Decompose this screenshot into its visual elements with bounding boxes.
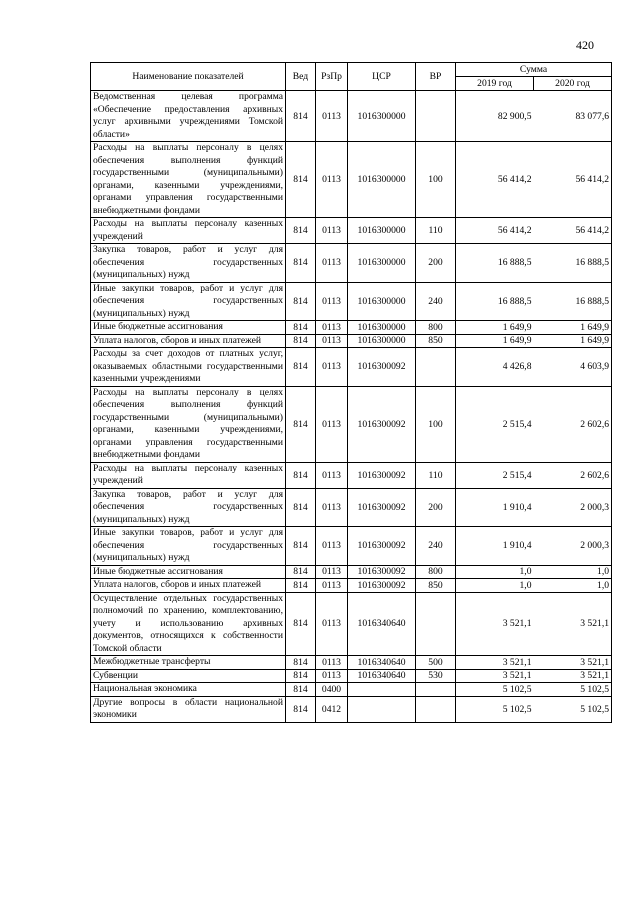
cell-rzpr: 0113	[316, 244, 348, 283]
cell-s2019: 82 900,5	[456, 91, 534, 142]
header-name: Наименование показателей	[91, 63, 286, 91]
cell-s2019: 1,0	[456, 565, 534, 579]
table-row	[91, 565, 612, 579]
cell-vr	[416, 592, 456, 656]
table-row	[91, 282, 612, 321]
header-rzpr: РзПр	[316, 63, 348, 91]
header-2020: 2020 год	[534, 77, 612, 91]
table-row	[91, 462, 612, 488]
cell-name: Закупка товаров, работ и услуг для обеспечения государственных (муниципальных) нужд	[91, 244, 286, 283]
cell-csr	[348, 683, 416, 697]
cell-ved: 814	[286, 683, 316, 697]
cell-s2020: 2 000,3	[534, 488, 612, 527]
cell-name: Ведомственная целевая программа «Обеспечение предоставления архивных услуг архивными учреждениями Томской области»	[91, 91, 286, 142]
cell-vr	[416, 683, 456, 697]
header-sum: Сумма	[456, 63, 612, 77]
cell-vr: 100	[416, 386, 456, 462]
cell-s2019: 3 521,1	[456, 656, 534, 670]
cell-s2020: 5 102,5	[534, 683, 612, 697]
cell-s2020: 5 102,5	[534, 696, 612, 722]
cell-s2019: 3 521,1	[456, 669, 534, 683]
cell-name: Другие вопросы в области национальной экономики	[91, 696, 286, 722]
cell-vr: 240	[416, 527, 456, 566]
table-row	[91, 656, 612, 670]
cell-name: Расходы за счет доходов от платных услуг, оказываемых областными государственными казенными учреждениями	[91, 348, 286, 387]
cell-s2020: 1 649,9	[534, 321, 612, 335]
table-row	[91, 683, 612, 697]
cell-ved: 814	[286, 348, 316, 387]
cell-rzpr: 0412	[316, 696, 348, 722]
cell-ved: 814	[286, 592, 316, 656]
cell-s2019: 5 102,5	[456, 696, 534, 722]
budget-table	[90, 62, 612, 723]
cell-rzpr: 0113	[316, 142, 348, 218]
cell-s2020: 16 888,5	[534, 244, 612, 283]
cell-ved: 814	[286, 282, 316, 321]
cell-csr: 1016300092	[348, 462, 416, 488]
cell-s2019: 5 102,5	[456, 683, 534, 697]
cell-csr: 1016300092	[348, 527, 416, 566]
cell-vr: 850	[416, 334, 456, 348]
cell-ved: 814	[286, 321, 316, 335]
cell-vr: 850	[416, 579, 456, 593]
cell-ved: 814	[286, 527, 316, 566]
cell-rzpr: 0113	[316, 592, 348, 656]
cell-s2019: 1 910,4	[456, 527, 534, 566]
cell-s2019: 4 426,8	[456, 348, 534, 387]
cell-s2020: 1 649,9	[534, 334, 612, 348]
cell-rzpr: 0113	[316, 488, 348, 527]
table-row	[91, 91, 612, 142]
cell-ved: 814	[286, 91, 316, 142]
cell-rzpr: 0113	[316, 669, 348, 683]
cell-rzpr: 0113	[316, 579, 348, 593]
cell-name: Расходы на выплаты персоналу в целях обеспечения выполнения функций государственными (муниципальными) органами, казенными учреждениями, органами управления государственными внебюджетными фондами	[91, 142, 286, 218]
table-row	[91, 696, 612, 722]
cell-rzpr: 0113	[316, 527, 348, 566]
cell-name: Закупка товаров, работ и услуг для обеспечения государственных (муниципальных) нужд	[91, 488, 286, 527]
cell-s2019: 1 649,9	[456, 334, 534, 348]
cell-s2020: 3 521,1	[534, 656, 612, 670]
cell-s2020: 56 414,2	[534, 142, 612, 218]
cell-rzpr: 0113	[316, 282, 348, 321]
cell-name: Национальная экономика	[91, 683, 286, 697]
cell-s2019: 16 888,5	[456, 282, 534, 321]
cell-s2019: 1,0	[456, 579, 534, 593]
cell-ved: 814	[286, 334, 316, 348]
cell-name: Уплата налогов, сборов и иных платежей	[91, 334, 286, 348]
page-number: 420	[576, 38, 594, 52]
cell-s2019: 56 414,2	[456, 142, 534, 218]
cell-ved: 814	[286, 565, 316, 579]
header-ved: Вед	[286, 63, 316, 91]
cell-s2019: 1 910,4	[456, 488, 534, 527]
cell-csr: 1016300000	[348, 244, 416, 283]
cell-csr: 1016300000	[348, 91, 416, 142]
cell-csr: 1016300000	[348, 334, 416, 348]
cell-ved: 814	[286, 462, 316, 488]
cell-name: Межбюджетные трансферты	[91, 656, 286, 670]
cell-ved: 814	[286, 488, 316, 527]
cell-name: Иные бюджетные ассигнования	[91, 565, 286, 579]
cell-rzpr: 0113	[316, 386, 348, 462]
cell-rzpr: 0113	[316, 462, 348, 488]
cell-s2020: 3 521,1	[534, 592, 612, 656]
cell-s2019: 2 515,4	[456, 462, 534, 488]
header-vr: ВР	[416, 63, 456, 91]
cell-csr: 1016300000	[348, 218, 416, 244]
cell-name: Иные закупки товаров, работ и услуг для обеспечения государственных (муниципальных) нужд	[91, 527, 286, 566]
cell-csr: 1016340640	[348, 669, 416, 683]
cell-s2020: 2 602,6	[534, 386, 612, 462]
cell-vr: 240	[416, 282, 456, 321]
cell-s2020: 56 414,2	[534, 218, 612, 244]
cell-vr: 800	[416, 565, 456, 579]
cell-s2020: 83 077,6	[534, 91, 612, 142]
header-csr: ЦСР	[348, 63, 416, 91]
cell-s2020: 3 521,1	[534, 669, 612, 683]
table-row	[91, 669, 612, 683]
cell-s2020: 1,0	[534, 579, 612, 593]
cell-vr: 200	[416, 244, 456, 283]
cell-name: Расходы на выплаты персоналу в целях обеспечения выполнения функций государственными (муниципальными) органами, казенными учреждениями, органами управления государственными внебюджетными фондами	[91, 386, 286, 462]
cell-rzpr: 0113	[316, 218, 348, 244]
cell-ved: 814	[286, 656, 316, 670]
table-row	[91, 488, 612, 527]
cell-vr: 530	[416, 669, 456, 683]
cell-name: Расходы на выплаты персоналу казенных учреждений	[91, 462, 286, 488]
cell-csr: 1016300000	[348, 321, 416, 335]
cell-csr: 1016300092	[348, 348, 416, 387]
cell-name: Расходы на выплаты персоналу казенных учреждений	[91, 218, 286, 244]
cell-s2019: 3 521,1	[456, 592, 534, 656]
cell-csr: 1016300000	[348, 142, 416, 218]
cell-rzpr: 0113	[316, 334, 348, 348]
cell-vr: 110	[416, 218, 456, 244]
table-row	[91, 592, 612, 656]
cell-vr	[416, 696, 456, 722]
cell-csr: 1016300092	[348, 386, 416, 462]
cell-vr: 100	[416, 142, 456, 218]
cell-s2020: 1,0	[534, 565, 612, 579]
cell-vr: 110	[416, 462, 456, 488]
cell-name: Субвенции	[91, 669, 286, 683]
cell-s2020: 4 603,9	[534, 348, 612, 387]
cell-csr: 1016340640	[348, 592, 416, 656]
header-2019: 2019 год	[456, 77, 534, 91]
table-row	[91, 334, 612, 348]
cell-ved: 814	[286, 669, 316, 683]
cell-vr: 500	[416, 656, 456, 670]
cell-ved: 814	[286, 244, 316, 283]
cell-s2019: 1 649,9	[456, 321, 534, 335]
cell-vr	[416, 91, 456, 142]
cell-name: Уплата налогов, сборов и иных платежей	[91, 579, 286, 593]
cell-csr: 1016300000	[348, 282, 416, 321]
cell-s2020: 2 602,6	[534, 462, 612, 488]
cell-ved: 814	[286, 386, 316, 462]
cell-s2019: 2 515,4	[456, 386, 534, 462]
cell-rzpr: 0113	[316, 565, 348, 579]
table-body	[91, 91, 612, 723]
cell-ved: 814	[286, 218, 316, 244]
cell-name: Иные закупки товаров, работ и услуг для обеспечения государственных (муниципальных) нужд	[91, 282, 286, 321]
cell-csr: 1016300092	[348, 488, 416, 527]
table-row	[91, 527, 612, 566]
cell-rzpr: 0113	[316, 656, 348, 670]
cell-ved: 814	[286, 142, 316, 218]
cell-rzpr: 0113	[316, 321, 348, 335]
table-row	[91, 218, 612, 244]
cell-rzpr: 0113	[316, 91, 348, 142]
cell-rzpr: 0113	[316, 348, 348, 387]
cell-s2019: 56 414,2	[456, 218, 534, 244]
cell-csr: 1016300092	[348, 565, 416, 579]
cell-s2020: 16 888,5	[534, 282, 612, 321]
cell-csr	[348, 696, 416, 722]
cell-vr: 800	[416, 321, 456, 335]
cell-ved: 814	[286, 579, 316, 593]
cell-name: Иные бюджетные ассигнования	[91, 321, 286, 335]
cell-vr: 200	[416, 488, 456, 527]
table-row	[91, 348, 612, 387]
cell-rzpr: 0400	[316, 683, 348, 697]
table-row	[91, 321, 612, 335]
cell-s2019: 16 888,5	[456, 244, 534, 283]
table-row	[91, 386, 612, 462]
table-row	[91, 244, 612, 283]
cell-ved: 814	[286, 696, 316, 722]
cell-csr: 1016340640	[348, 656, 416, 670]
cell-vr	[416, 348, 456, 387]
table-row	[91, 142, 612, 218]
cell-name: Осуществление отдельных государственных полномочий по хранению, комплектованию, учету и использованию архивных документов, относящихся к собственности Томской области	[91, 592, 286, 656]
table-row	[91, 579, 612, 593]
cell-csr: 1016300092	[348, 579, 416, 593]
cell-s2020: 2 000,3	[534, 527, 612, 566]
